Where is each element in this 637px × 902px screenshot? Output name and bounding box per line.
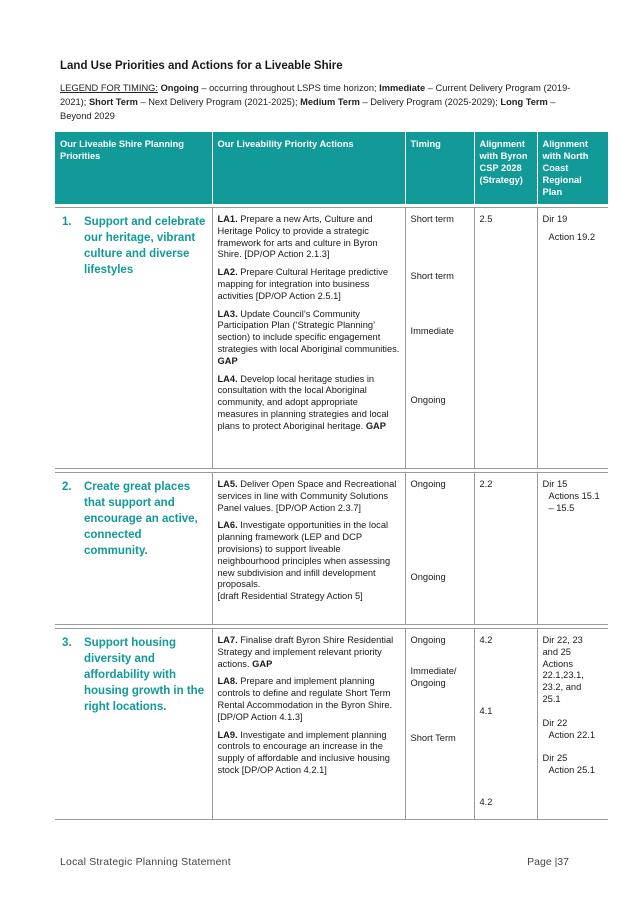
priority-3 xyxy=(60,635,207,715)
action-code: LA9. xyxy=(217,729,238,740)
table-row xyxy=(55,629,608,820)
legend-long: Long Term xyxy=(500,97,548,107)
timing-la8: Immediate/ Ongoing xyxy=(410,666,457,688)
action-reference: [draft Residential Strategy Action 5] xyxy=(217,591,363,602)
action-code: LA3. xyxy=(217,308,238,319)
timing-la5: Ongoing xyxy=(410,479,446,489)
csp-value: 2.5 xyxy=(479,214,493,224)
ncrp-direction: Dir 19 xyxy=(542,214,568,224)
action-text: Prepare and implement planning controls to define and regulate Short Term Rental Accommodation in the Byron Shire. [DP/OP Action 4.1.3] xyxy=(217,676,393,722)
priority-number: 3. xyxy=(62,637,72,649)
ncrp-direction: Dir 22, 23 and 25 Actions 22.1,23.1, 23.2, and 25.1 xyxy=(542,635,584,704)
priority-text: Support housing diversity and affordability with housing growth in the right locations. xyxy=(84,637,205,713)
csp-value: 4.1 xyxy=(479,706,493,716)
action-code: LA6. xyxy=(217,520,238,531)
action-la6 xyxy=(218,520,400,603)
priority-text: Support and celebrate our heritage, vibrant culture and diverse lifestyles xyxy=(84,216,206,276)
ncrp-direction: Dir 15 xyxy=(542,479,568,489)
action-la9 xyxy=(218,730,400,777)
legend-label: LEGEND FOR TIMING: xyxy=(60,83,158,93)
action-text: Deliver Open Space and Recreational services in line with Community Solutions Panel values. [DP/OP Action 2.3.7] xyxy=(217,479,397,513)
csp-value: 4.2 xyxy=(479,797,493,807)
priority-number: 2. xyxy=(62,481,72,493)
priority-text: Create great places that support and encourage an active, connected community. xyxy=(84,481,198,557)
ncrp-action: Actions 15.1 – 15.5 xyxy=(548,490,600,513)
action-text: Develop local heritage studies in consultation with the local Aboriginal community, and adopt appropriate measures in planning strategies and local plans to protect Aboriginal heritage. xyxy=(217,373,389,431)
action-code: LA2. xyxy=(217,267,238,278)
action-la4 xyxy=(218,374,400,433)
gap-marker: GAP xyxy=(365,420,386,431)
legend-long-desc: – Beyond 2029 xyxy=(60,97,556,121)
legend-immediate: Immediate xyxy=(379,83,426,93)
action-la7 xyxy=(218,635,400,670)
timing-la3: Immediate xyxy=(410,326,454,336)
timing-la7: Ongoing xyxy=(410,635,446,645)
timing-la1: Short term xyxy=(410,214,454,224)
header-priorities: Our Liveable Shire Planning Priorities xyxy=(55,132,212,204)
table-row xyxy=(55,208,608,469)
legend-ongoing-desc: – occurring throughout LSPS time horizon; xyxy=(198,83,380,93)
ncrp-direction: Dir 25 xyxy=(542,753,568,764)
priority-number: 1. xyxy=(62,216,72,228)
ncrp-action: Action 19.2 xyxy=(548,231,596,242)
table-header-row xyxy=(55,132,608,204)
gap-marker: GAP xyxy=(252,658,273,669)
action-code: LA4. xyxy=(217,373,238,384)
action-text: Investigate opportunities in the local planning framework (LEP and DCP provisions) to support liveable neighbourhood principles when assessing new subdivision and infill development proposals. xyxy=(217,520,391,590)
action-la8 xyxy=(218,676,400,723)
legend-medium: Medium Term xyxy=(300,97,360,107)
header-csp: Alignment with Byron CSP 2028 (Strategy) xyxy=(474,132,537,204)
timing-la6: Ongoing xyxy=(410,572,446,582)
gap-marker: GAP xyxy=(217,355,238,366)
legend-immediate-desc: – Current Delivery Program (2019-2021); xyxy=(60,83,571,107)
action-la5 xyxy=(218,479,400,514)
table-row xyxy=(55,473,608,625)
action-la3 xyxy=(218,309,400,368)
timing-la4: Ongoing xyxy=(410,395,446,405)
legend-short-desc: – Next Delivery Program (2021-2025); xyxy=(137,97,301,107)
page-title: Land Use Priorities and Actions for a Liveable Shire xyxy=(60,60,343,72)
priority-2 xyxy=(60,479,207,559)
action-text: Prepare a new Arts, Culture and Heritage Policy to provide a strategic framework for arts and culture in Byron Shire. [DP/OP Action 2.1.3] xyxy=(217,214,378,260)
action-code: LA1. xyxy=(217,214,238,224)
header-ncrp: Alignment with North Coast Regional Plan xyxy=(537,132,608,204)
priorities-table xyxy=(55,132,608,820)
legend-medium-desc: – Delivery Program (2025-2029); xyxy=(359,97,501,107)
timing-legend xyxy=(60,81,580,123)
action-text: Prepare Cultural Heritage predictive mapping for integration into business activities [DP/OP Action 2.5.1] xyxy=(217,267,389,301)
ncrp-action: Action 22.1 xyxy=(548,729,596,740)
footer-page-number: Page |37 xyxy=(527,856,569,868)
footer-document-title: Local Strategic Planning Statement xyxy=(60,856,231,868)
action-code: LA5. xyxy=(217,479,238,489)
action-code: LA7. xyxy=(217,635,238,645)
header-actions: Our Liveability Priority Actions xyxy=(212,132,405,204)
ncrp-action: Action 25.1 xyxy=(548,765,596,776)
priority-1 xyxy=(60,214,207,278)
action-text: Investigate and implement planning controls to encourage an increase in the supply of affordable and inclusive housing stock [DP/OP Action 4.2.1] xyxy=(217,729,390,775)
action-text: Update Council’s Community Participation Plan (‘Strategic Planning’ section) to include specific engagement strategies with local Aboriginal communities. xyxy=(217,308,400,354)
header-timing: Timing xyxy=(405,132,474,204)
csp-value: 2.2 xyxy=(479,479,493,489)
legend-ongoing: Ongoing xyxy=(160,83,199,93)
action-la1 xyxy=(218,214,400,261)
action-la2 xyxy=(218,267,400,302)
legend-short: Short Term xyxy=(88,97,138,107)
csp-value: 4.2 xyxy=(479,635,493,645)
action-code: LA8. xyxy=(217,676,238,687)
ncrp-direction: Dir 22 xyxy=(542,717,568,728)
action-text: Finalise draft Byron Shire Residential Strategy and implement relevant priority actions. xyxy=(217,635,394,669)
timing-la9: Short Term xyxy=(410,733,456,743)
timing-la2: Short term xyxy=(410,271,454,281)
